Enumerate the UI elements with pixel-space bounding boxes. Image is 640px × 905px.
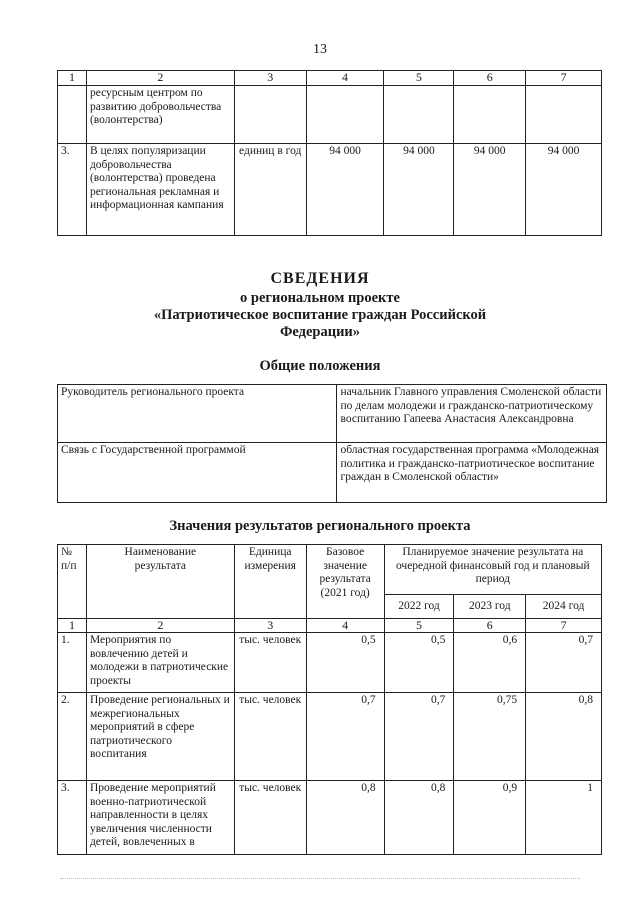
table-row: [58, 144, 602, 236]
col-header-number: № п/п: [58, 545, 87, 619]
general-heading: Общие положения: [259, 358, 381, 374]
table-row: [58, 385, 607, 443]
scan-artifact-line: [60, 878, 580, 879]
row-base: 0,8: [306, 781, 384, 855]
row-value: 94 000: [454, 144, 526, 236]
row-2023: 0,6: [454, 633, 526, 693]
field-value: начальник Главного управления Смоленской области по делам молодежи и гражданско-патриотическому воспитанию Гапеева Анастасия Александровна: [337, 385, 607, 443]
field-label: Связь с Государственной программой: [58, 443, 337, 503]
row-name: В целях популяризации добровольчества (волонтерства) проведена региональная рекламная и информационная кампания: [86, 144, 234, 236]
row-2022: 0,5: [384, 633, 454, 693]
section-subtitle: Федерации»: [279, 324, 361, 340]
index-cell: 3: [234, 619, 306, 633]
header-cell: 7: [526, 71, 602, 86]
row-unit: тыс. человек: [234, 781, 306, 855]
index-cell: 6: [454, 619, 526, 633]
index-cell: 4: [306, 619, 384, 633]
header-cell: 5: [384, 71, 454, 86]
table-row: [58, 86, 602, 144]
row-2022: 0,7: [384, 693, 454, 781]
col-header-base: Базовое значение результата (2021 год): [306, 545, 384, 619]
row-value: [526, 86, 602, 144]
row-base: 0,7: [306, 693, 384, 781]
index-cell: 7: [526, 619, 602, 633]
index-cell: 2: [86, 619, 234, 633]
row-number: 3.: [58, 781, 87, 855]
row-number: 1.: [58, 633, 87, 693]
row-name: ресурсным центром по развитию добровольчества (волонтерства): [86, 86, 234, 144]
table-header-row: [58, 71, 602, 86]
row-unit: тыс. человек: [234, 693, 306, 781]
year-header: 2022 год: [384, 595, 454, 619]
year-header: 2023 год: [454, 595, 526, 619]
col-header-unit: Единица измерения: [234, 545, 306, 619]
table-row: [58, 693, 602, 781]
row-unit: единиц в год: [234, 144, 306, 236]
continuation-table: [57, 70, 602, 236]
row-name: Проведение региональных и межрегиональных мероприятий в сфере патриотического воспитания: [86, 693, 234, 781]
index-cell: 1: [58, 619, 87, 633]
row-number: [58, 86, 87, 144]
table-row: [58, 443, 607, 503]
row-value: [384, 86, 454, 144]
table-header-row: [58, 545, 602, 595]
row-2024: 1: [526, 781, 602, 855]
header-cell: 2: [86, 71, 234, 86]
row-value: [306, 86, 384, 144]
row-value: 94 000: [306, 144, 384, 236]
row-name: Проведение мероприятий военно-патриотической направленности в целях увеличения численности детей, вовлеченных в: [86, 781, 234, 855]
row-unit: [234, 86, 306, 144]
header-cell: 3: [234, 71, 306, 86]
row-value: 94 000: [526, 144, 602, 236]
results-table: [57, 544, 602, 855]
row-number: 2.: [58, 693, 87, 781]
row-2023: 0,75: [454, 693, 526, 781]
year-header: 2024 год: [526, 595, 602, 619]
table-row: [58, 781, 602, 855]
row-unit: тыс. человек: [234, 633, 306, 693]
row-2024: 0,7: [526, 633, 602, 693]
section-title: СВЕДЕНИЯ: [270, 270, 370, 287]
row-base: 0,5: [306, 633, 384, 693]
results-heading: Значения результатов регионального проекта: [169, 518, 471, 534]
row-2024: 0,8: [526, 693, 602, 781]
row-2022: 0,8: [384, 781, 454, 855]
table-row: [58, 633, 602, 693]
field-label: Руководитель регионального проекта: [58, 385, 337, 443]
header-cell: 6: [454, 71, 526, 86]
field-value: областная государственная программа «Молодежная политика и гражданско-патриотическое воспитание граждан в Смоленской области»: [337, 443, 607, 503]
page-number: 13: [313, 42, 327, 57]
index-cell: 5: [384, 619, 454, 633]
row-value: 94 000: [384, 144, 454, 236]
header-cell: 1: [58, 71, 87, 86]
row-number: 3.: [58, 144, 87, 236]
col-header-planned: Планируемое значение результата на очередной финансовый год и плановый период: [384, 545, 601, 595]
row-name: Мероприятия по вовлечению детей и молодежи в патриотические проекты: [86, 633, 234, 693]
section-subtitle: «Патриотическое воспитание граждан Российской: [153, 307, 487, 323]
section-subtitle: о региональном проекте: [240, 290, 400, 306]
row-2023: 0,9: [454, 781, 526, 855]
table-index-row: [58, 619, 602, 633]
row-value: [454, 86, 526, 144]
header-cell: 4: [306, 71, 384, 86]
col-header-name: Наименование результата: [86, 545, 234, 619]
general-table: [57, 384, 607, 503]
